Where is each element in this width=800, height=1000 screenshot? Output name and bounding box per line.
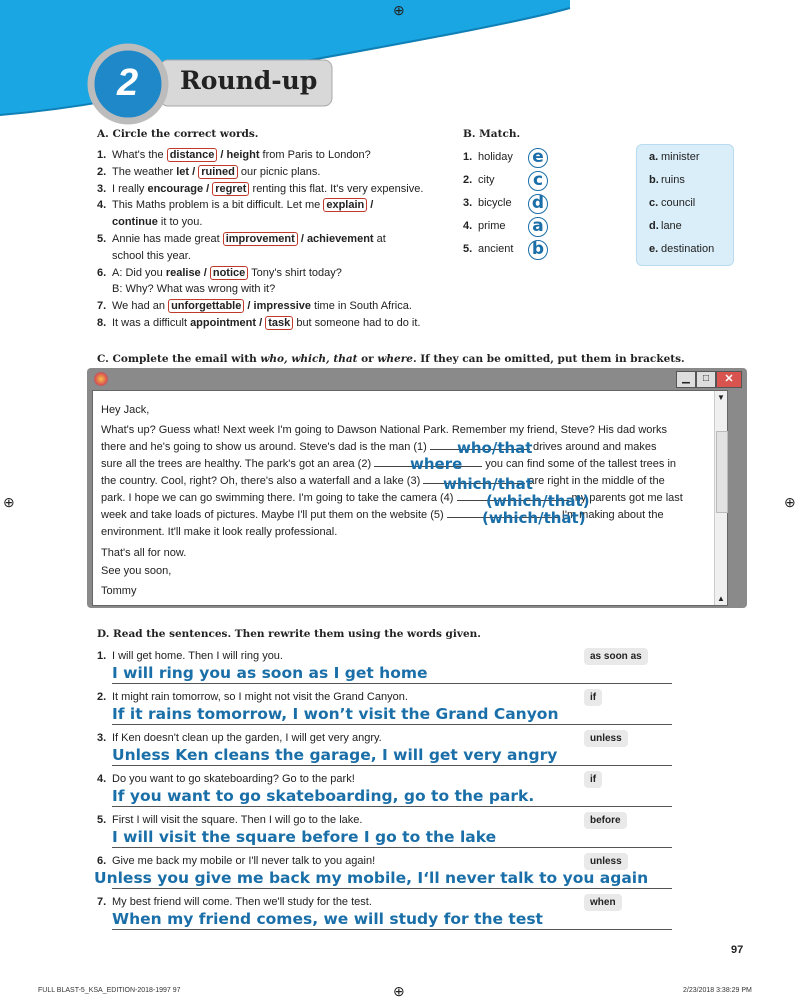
match-answer: a: [528, 217, 548, 237]
scroll-thumb[interactable]: [716, 431, 728, 513]
rewrite-sentence: It might rain tomorrow, so I might not visit the Grand Canyon.: [112, 691, 408, 703]
match-answer: b: [528, 240, 548, 260]
unit-number: 2: [117, 62, 139, 104]
match-word: prime: [478, 220, 506, 232]
match-word: ancient: [478, 243, 514, 255]
option-separator: /: [297, 232, 307, 245]
answer-line: [112, 724, 672, 725]
rewrite-sentence: First I will visit the square. Then I will go to the lake.: [112, 814, 363, 826]
unit-title: Round-up: [180, 66, 318, 95]
email-answer-2: where: [410, 455, 463, 473]
item-text: from Paris to London?: [259, 149, 371, 161]
section-d-heading: D. Read the sentences. Then rewrite them using the words given.: [97, 628, 481, 640]
option-separator: /: [256, 316, 266, 329]
email-signature: Tommy: [101, 585, 137, 597]
scroll-up-icon[interactable]: ▼: [717, 393, 725, 402]
section-a-heading: A. Circle the correct words.: [97, 128, 259, 140]
match-option-letter: b.: [649, 174, 659, 186]
exercise-item: [97, 164, 467, 181]
rewrite-sentence: Give me back my mobile or I'll never talk to you again!: [112, 855, 376, 867]
keyword-tag: unless: [584, 853, 628, 870]
option-word: notice: [210, 266, 248, 280]
option-separator: /: [244, 300, 254, 313]
option-word: ruined: [198, 165, 238, 179]
email-answer-1: who/that: [457, 439, 533, 457]
option-word: achievement: [306, 232, 374, 245]
scroll-down-icon[interactable]: ▲: [717, 594, 725, 603]
match-option-text: lane: [661, 220, 682, 232]
email-line: the country. Cool, right? Oh, there's also a waterfall and a lake (3) are right in the middle of the: [101, 475, 665, 487]
keyword-tag: if: [584, 771, 602, 788]
rewrite-number: 5.: [97, 814, 107, 826]
section-c-heading: C. Complete the email with who, which, that or where. If they can be omitted, put them in brackets.: [97, 353, 685, 365]
option-word: appointment: [190, 316, 257, 329]
item-text: Annie has made great: [112, 232, 223, 245]
option-word: explain: [323, 198, 367, 212]
match-answer: d: [528, 194, 548, 214]
exercise-item: [97, 315, 467, 332]
rewrite-number: 4.: [97, 773, 107, 785]
match-option-text: ruins: [661, 174, 685, 186]
rewrite-number: 1.: [97, 650, 107, 662]
item-number: 2.: [97, 165, 107, 178]
scrollbar[interactable]: [714, 391, 727, 605]
item-text: This Maths problem is a bit difficult. Let me: [112, 199, 324, 212]
item-text: but someone had to do it.: [293, 316, 421, 329]
option-word: unforgettable: [168, 299, 244, 313]
match-option-text: council: [661, 197, 696, 209]
rewrite-sentence: If Ken doesn't clean up the garden, I will get very angry.: [112, 732, 382, 744]
item-text: time in South Africa.: [311, 300, 412, 313]
item-text: We had an: [112, 300, 169, 313]
email-line: sure all the trees are healthy. The park's got an area (2) you can find some of the tallest trees in: [101, 458, 677, 470]
rewrite-number: 2.: [97, 691, 107, 703]
option-separator: /: [189, 165, 199, 178]
item-text: A: Did you: [112, 266, 166, 279]
section-b-heading: B. Match.: [463, 128, 521, 140]
rewrite-answer: If you want to go skateboarding, go to the park.: [112, 787, 535, 805]
email-greeting: Hey Jack,: [101, 404, 150, 416]
exercise-item: [97, 181, 467, 198]
email-answer-4: (which/that): [486, 492, 590, 510]
item-text: It was a difficult: [112, 316, 191, 329]
keyword-tag: if: [584, 689, 602, 706]
footer-left: FULL BLAST-5_KSA_EDITION-2018-1997 97: [38, 987, 181, 994]
keyword-tag: before: [584, 812, 627, 829]
registration-mark-icon: ⊕: [784, 494, 796, 510]
rewrite-sentence: Do you want to go skateboarding? Go to the park!: [112, 773, 355, 785]
exercise-item: [97, 281, 467, 298]
answer-line: [112, 888, 672, 889]
rewrite-number: 6.: [97, 855, 107, 867]
footer-right: 2/23/2018 3:38:29 PM: [683, 987, 752, 994]
match-word: holiday: [478, 151, 513, 163]
rewrite-answer: Unless you give me back my mobile, I‘ll never talk to you again: [94, 869, 649, 887]
email-body: [92, 390, 728, 606]
option-word: regret: [212, 182, 249, 196]
item-text: B: Why? What was wrong with it?: [112, 283, 276, 296]
email-line: environment. It'll make it look really professional.: [101, 526, 338, 538]
option-word: distance: [167, 148, 218, 162]
item-text: What's the: [112, 149, 167, 161]
match-option-text: minister: [661, 151, 700, 163]
maximize-button[interactable]: □: [696, 371, 716, 388]
option-word: realise: [165, 266, 201, 279]
rewrite-sentence: My best friend will come. Then we'll study for the test.: [112, 896, 372, 908]
exercise-item: [97, 231, 467, 248]
match-option-letter: e.: [649, 243, 659, 255]
answer-line: [112, 806, 672, 807]
rewrite-answer: I will ring you as soon as I get home: [112, 664, 428, 682]
rewrite-sentence: I will get home. Then I will ring you.: [112, 650, 283, 662]
item-number: 8.: [97, 316, 107, 329]
email-line: week and take loads of pictures. Maybe I'll put them on the website (5) I'm making about the: [101, 509, 664, 521]
option-separator: /: [367, 199, 374, 212]
registration-mark-icon: ⊕: [3, 494, 15, 510]
match-number: 1.: [463, 151, 473, 163]
match-number: 5.: [463, 243, 473, 255]
email-answer-5: (which/that): [482, 509, 586, 527]
item-number: 1.: [97, 149, 107, 161]
item-number: 7.: [97, 300, 107, 313]
answer-line: [112, 847, 672, 848]
option-word: let: [176, 165, 190, 178]
email-line: there and he's going to show us around. Steve's dad is the man (1) drives around and makes: [101, 441, 657, 453]
option-separator: /: [203, 182, 213, 195]
match-options-box: [636, 144, 734, 266]
rewrite-answer: Unless Ken cleans the garage, I will get very angry: [112, 746, 558, 764]
item-text: The weather: [112, 165, 177, 178]
rewrite-number: 3.: [97, 732, 107, 744]
email-line: What's up? Guess what! Next week I'm going to Dawson National Park. Remember my friend, Steve? His dad works: [101, 424, 668, 436]
item-number: 6.: [97, 266, 107, 279]
rewrite-answer: If it rains tomorrow, I won’t visit the Grand Canyon: [112, 705, 559, 723]
item-text: I really: [112, 182, 148, 195]
rewrite-answer: I will visit the square before I go to the lake: [112, 828, 497, 846]
option-word: encourage: [147, 182, 204, 195]
answer-line: [112, 765, 672, 766]
exercise-item: [97, 214, 467, 231]
section-a-list: [97, 147, 467, 332]
item-number: 3.: [97, 182, 107, 195]
item-number: 5.: [97, 232, 107, 245]
rewrite-answer: When my friend comes, we will study for the test: [112, 910, 543, 928]
match-number: 3.: [463, 197, 473, 209]
exercise-item: [97, 147, 467, 164]
item-text: our picnic plans.: [237, 165, 321, 178]
item-number: 4.: [97, 199, 107, 212]
page-number: 97: [731, 944, 744, 956]
match-option-text: destination: [661, 243, 715, 255]
match-number: 2.: [463, 174, 473, 186]
item-text: Tony's shirt today?: [248, 266, 342, 279]
option-word: improvement: [223, 232, 298, 246]
item-text: at: [373, 232, 386, 245]
match-option-letter: c.: [649, 197, 659, 209]
close-button[interactable]: ✕: [716, 371, 742, 388]
option-separator: /: [200, 266, 210, 279]
option-word: task: [265, 316, 293, 330]
answer-line: [112, 683, 672, 684]
email-closing: See you soon,: [101, 565, 172, 577]
match-option-letter: a.: [649, 151, 659, 163]
option-word: continue: [112, 216, 158, 229]
keyword-tag: when: [584, 894, 622, 911]
exercise-item: [97, 298, 467, 315]
registration-mark-icon: ⊕: [393, 2, 405, 18]
option-separator: /: [217, 149, 227, 161]
item-text: school this year.: [112, 249, 191, 262]
match-number: 4.: [463, 220, 473, 232]
app-icon: [94, 372, 108, 386]
option-word: height: [226, 149, 260, 161]
match-answer: c: [528, 171, 548, 191]
minimize-button[interactable]: ▁: [676, 371, 696, 388]
registration-mark-icon: ⊕: [393, 983, 405, 999]
answer-line: [112, 929, 672, 930]
exercise-item: [97, 197, 467, 214]
exercise-item: [97, 265, 467, 282]
match-answer: e: [528, 148, 548, 168]
exercise-item: [97, 248, 467, 265]
keyword-tag: unless: [584, 730, 628, 747]
match-word: city: [478, 174, 495, 186]
email-answer-3: which/that: [443, 475, 533, 493]
match-word: bicycle: [478, 197, 512, 209]
item-text: renting this flat. It's very expensive.: [249, 182, 424, 195]
email-line: park. I hope we can go swimming there. I'm going to take the camera (4) my parents got me last: [101, 492, 683, 504]
match-option-letter: d.: [649, 220, 659, 232]
rewrite-number: 7.: [97, 896, 107, 908]
option-word: impressive: [253, 300, 311, 313]
email-closing: That's all for now.: [101, 547, 187, 559]
section-b-list: [463, 146, 573, 266]
keyword-tag: as soon as: [584, 648, 648, 665]
item-text: it to you.: [157, 216, 203, 229]
